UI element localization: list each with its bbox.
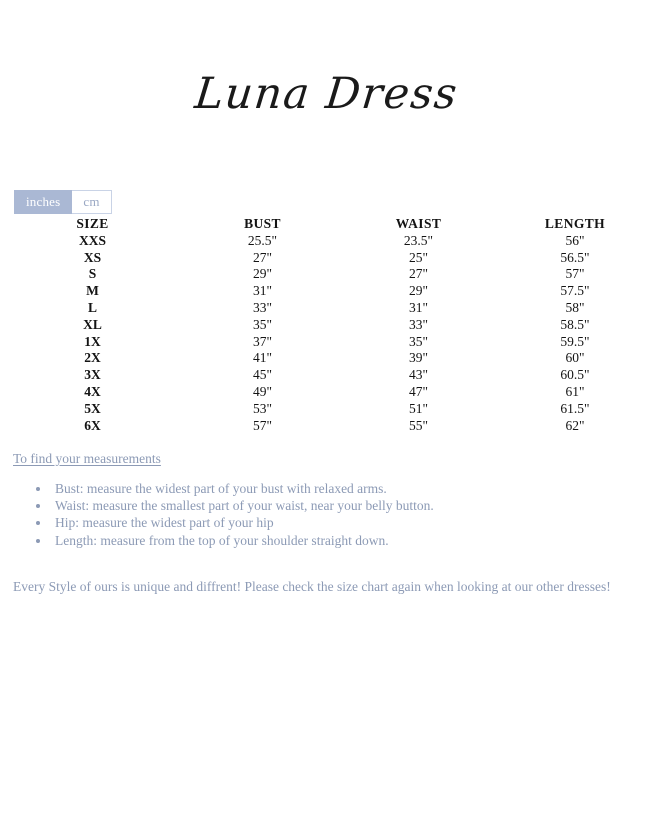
cell-length: 61.5": [560, 400, 590, 416]
table-row: [0, 418, 653, 435]
cell-bust: 41": [252, 350, 272, 366]
cell-bust: 37": [252, 333, 272, 349]
table-row: [0, 367, 653, 384]
table-row: [0, 300, 653, 317]
column-header-length: LENGTH: [544, 216, 606, 231]
cell-length: 57": [565, 266, 585, 282]
table-row: [0, 401, 653, 418]
cell-waist: 27": [408, 266, 428, 282]
cell-waist: 33": [408, 316, 428, 332]
cell-waist: 47": [408, 383, 428, 399]
cell-bust: 31": [252, 283, 272, 299]
unit-toggle-cm[interactable]: cm: [72, 190, 111, 214]
cell-size: XXS: [78, 232, 106, 248]
cell-length: 58": [565, 299, 585, 315]
table-row: [0, 334, 653, 351]
table-row: [0, 317, 653, 334]
cell-length: 60": [565, 350, 585, 366]
unit-toggle-inches[interactable]: inches: [14, 190, 72, 214]
table-header-row: [0, 216, 653, 233]
list-item: • Waist: measure the smallest part of your waist, near your belly button.: [51, 497, 434, 514]
cell-size: 1X: [84, 333, 101, 349]
list-item: • Hip: measure the widest part of your hip: [51, 514, 434, 531]
cell-size: XL: [83, 316, 102, 332]
cell-size: 4X: [84, 383, 101, 399]
table-row: [0, 233, 653, 250]
cell-bust: 25.5": [247, 232, 278, 248]
cell-bust: 53": [252, 400, 272, 416]
unit-toggle: [14, 190, 112, 214]
find-measurements-link[interactable]: To find your measurements: [13, 451, 161, 466]
cell-length: 60.5": [560, 367, 590, 383]
cell-size: S: [88, 266, 97, 282]
cell-size: 6X: [84, 417, 101, 433]
column-header-bust: BUST: [244, 216, 281, 231]
cell-length: 56.5": [560, 249, 590, 265]
cell-waist: 39": [408, 350, 428, 366]
cell-waist: 51": [408, 400, 428, 416]
page-title: Luna Dress: [192, 69, 461, 119]
table-row: [0, 384, 653, 401]
table-row: [0, 283, 653, 300]
cell-bust: 27": [252, 249, 272, 265]
cell-waist: 43": [408, 367, 428, 383]
cell-size: XS: [83, 249, 102, 265]
cell-length: 56": [565, 232, 585, 248]
cell-bust: 45": [252, 367, 272, 383]
cell-waist: 35": [408, 333, 428, 349]
cell-bust: 35": [252, 316, 272, 332]
cell-waist: 29": [408, 283, 428, 299]
cell-waist: 31": [408, 299, 428, 315]
cell-length: 59.5": [560, 333, 590, 349]
table-row: [0, 250, 653, 267]
cell-bust: 49": [252, 383, 272, 399]
list-item: • Bust: measure the widest part of your bust with relaxed arms.: [51, 480, 434, 497]
table-row: [0, 266, 653, 283]
cell-length: 62": [565, 417, 585, 433]
cell-length: 61": [565, 383, 585, 399]
cell-size: L: [87, 299, 97, 315]
cell-waist: 55": [408, 417, 428, 433]
cell-bust: 57": [252, 417, 272, 433]
list-item: • Length: measure from the top of your shoulder straight down.: [51, 532, 434, 549]
cell-length: 57.5": [560, 283, 590, 299]
cell-size: 5X: [84, 400, 101, 416]
footer-note: Every Style of ours is unique and diffrent! Please check the size chart again when looking at our other dresses!: [13, 579, 611, 594]
cell-bust: 29": [252, 266, 272, 282]
cell-waist: 25": [408, 249, 428, 265]
measurement-instructions-list: [30, 480, 434, 549]
cell-size: 2X: [84, 350, 101, 366]
cell-size: 3X: [84, 367, 101, 383]
column-header-waist: WAIST: [395, 216, 442, 231]
table-row: [0, 350, 653, 367]
size-chart-table: [0, 216, 653, 434]
cell-bust: 33": [252, 299, 272, 315]
cell-length: 58.5": [560, 316, 590, 332]
cell-size: M: [86, 283, 99, 299]
column-header-size: SIZE: [76, 216, 109, 231]
cell-waist: 23.5": [403, 232, 434, 248]
